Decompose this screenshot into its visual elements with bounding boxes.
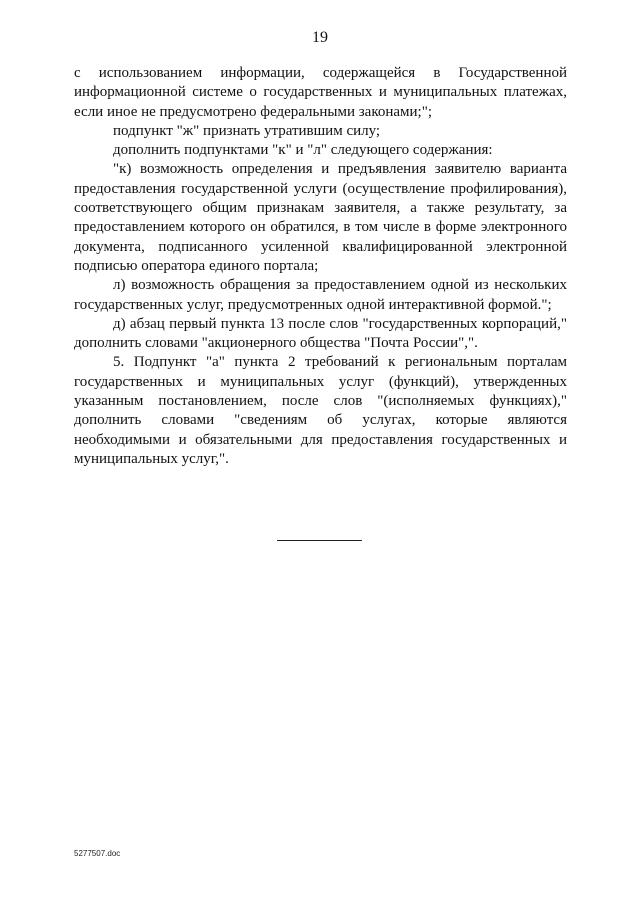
paragraph-item-5: 5. Подпункт "а" пункта 2 требований к региональным порталам государственных и муниципальных услуг (функций), утвержденных указанным постановлением, после слов "(исполняемых функциях)," дополнить словами "сведениям об услугах, которые являются необходимыми и обязательными для предоставления государственных и муниципальных услуг,".: [74, 354, 567, 467]
paragraph-add-subpoints: дополнить подпунктами "к" и "л" следующего содержания:: [113, 142, 493, 159]
paragraph-subpoint-k: "к) возможность определения и предъявления заявителю варианта предоставления государственной услуги (осуществление профилирования), соответствующего общим признакам заявителя, а также результату, за предоставлением которого он обратился, в том числе в форме электронного документа, подписанного усиленной квалифицированной электронной подписью оператора единого портала;: [74, 161, 567, 274]
paragraph-item-d: д) абзац первый пункта 13 после слов "государственных корпораций," дополнить словами "акционерного общества "Почта России",".: [74, 315, 567, 352]
paragraph-continuation: с использованием информации, содержащейся в Государственной информационной системе о государственных и муниципальных платежах, если иное не предусмотрено федеральными законами;";: [74, 65, 567, 120]
document-body: [74, 64, 567, 469]
end-divider: [277, 540, 362, 541]
page-number: 19: [312, 29, 328, 46]
paragraph-subpoint-zh: подпункт "ж" признать утратившим силу;: [113, 122, 381, 139]
paragraph-subpoint-l: л) возможность обращения за предоставлением одной из нескольких государственных услуг, предусмотренных одной интерактивной формой.";: [74, 277, 567, 313]
footer-filename: 5277507.doc: [74, 849, 121, 858]
